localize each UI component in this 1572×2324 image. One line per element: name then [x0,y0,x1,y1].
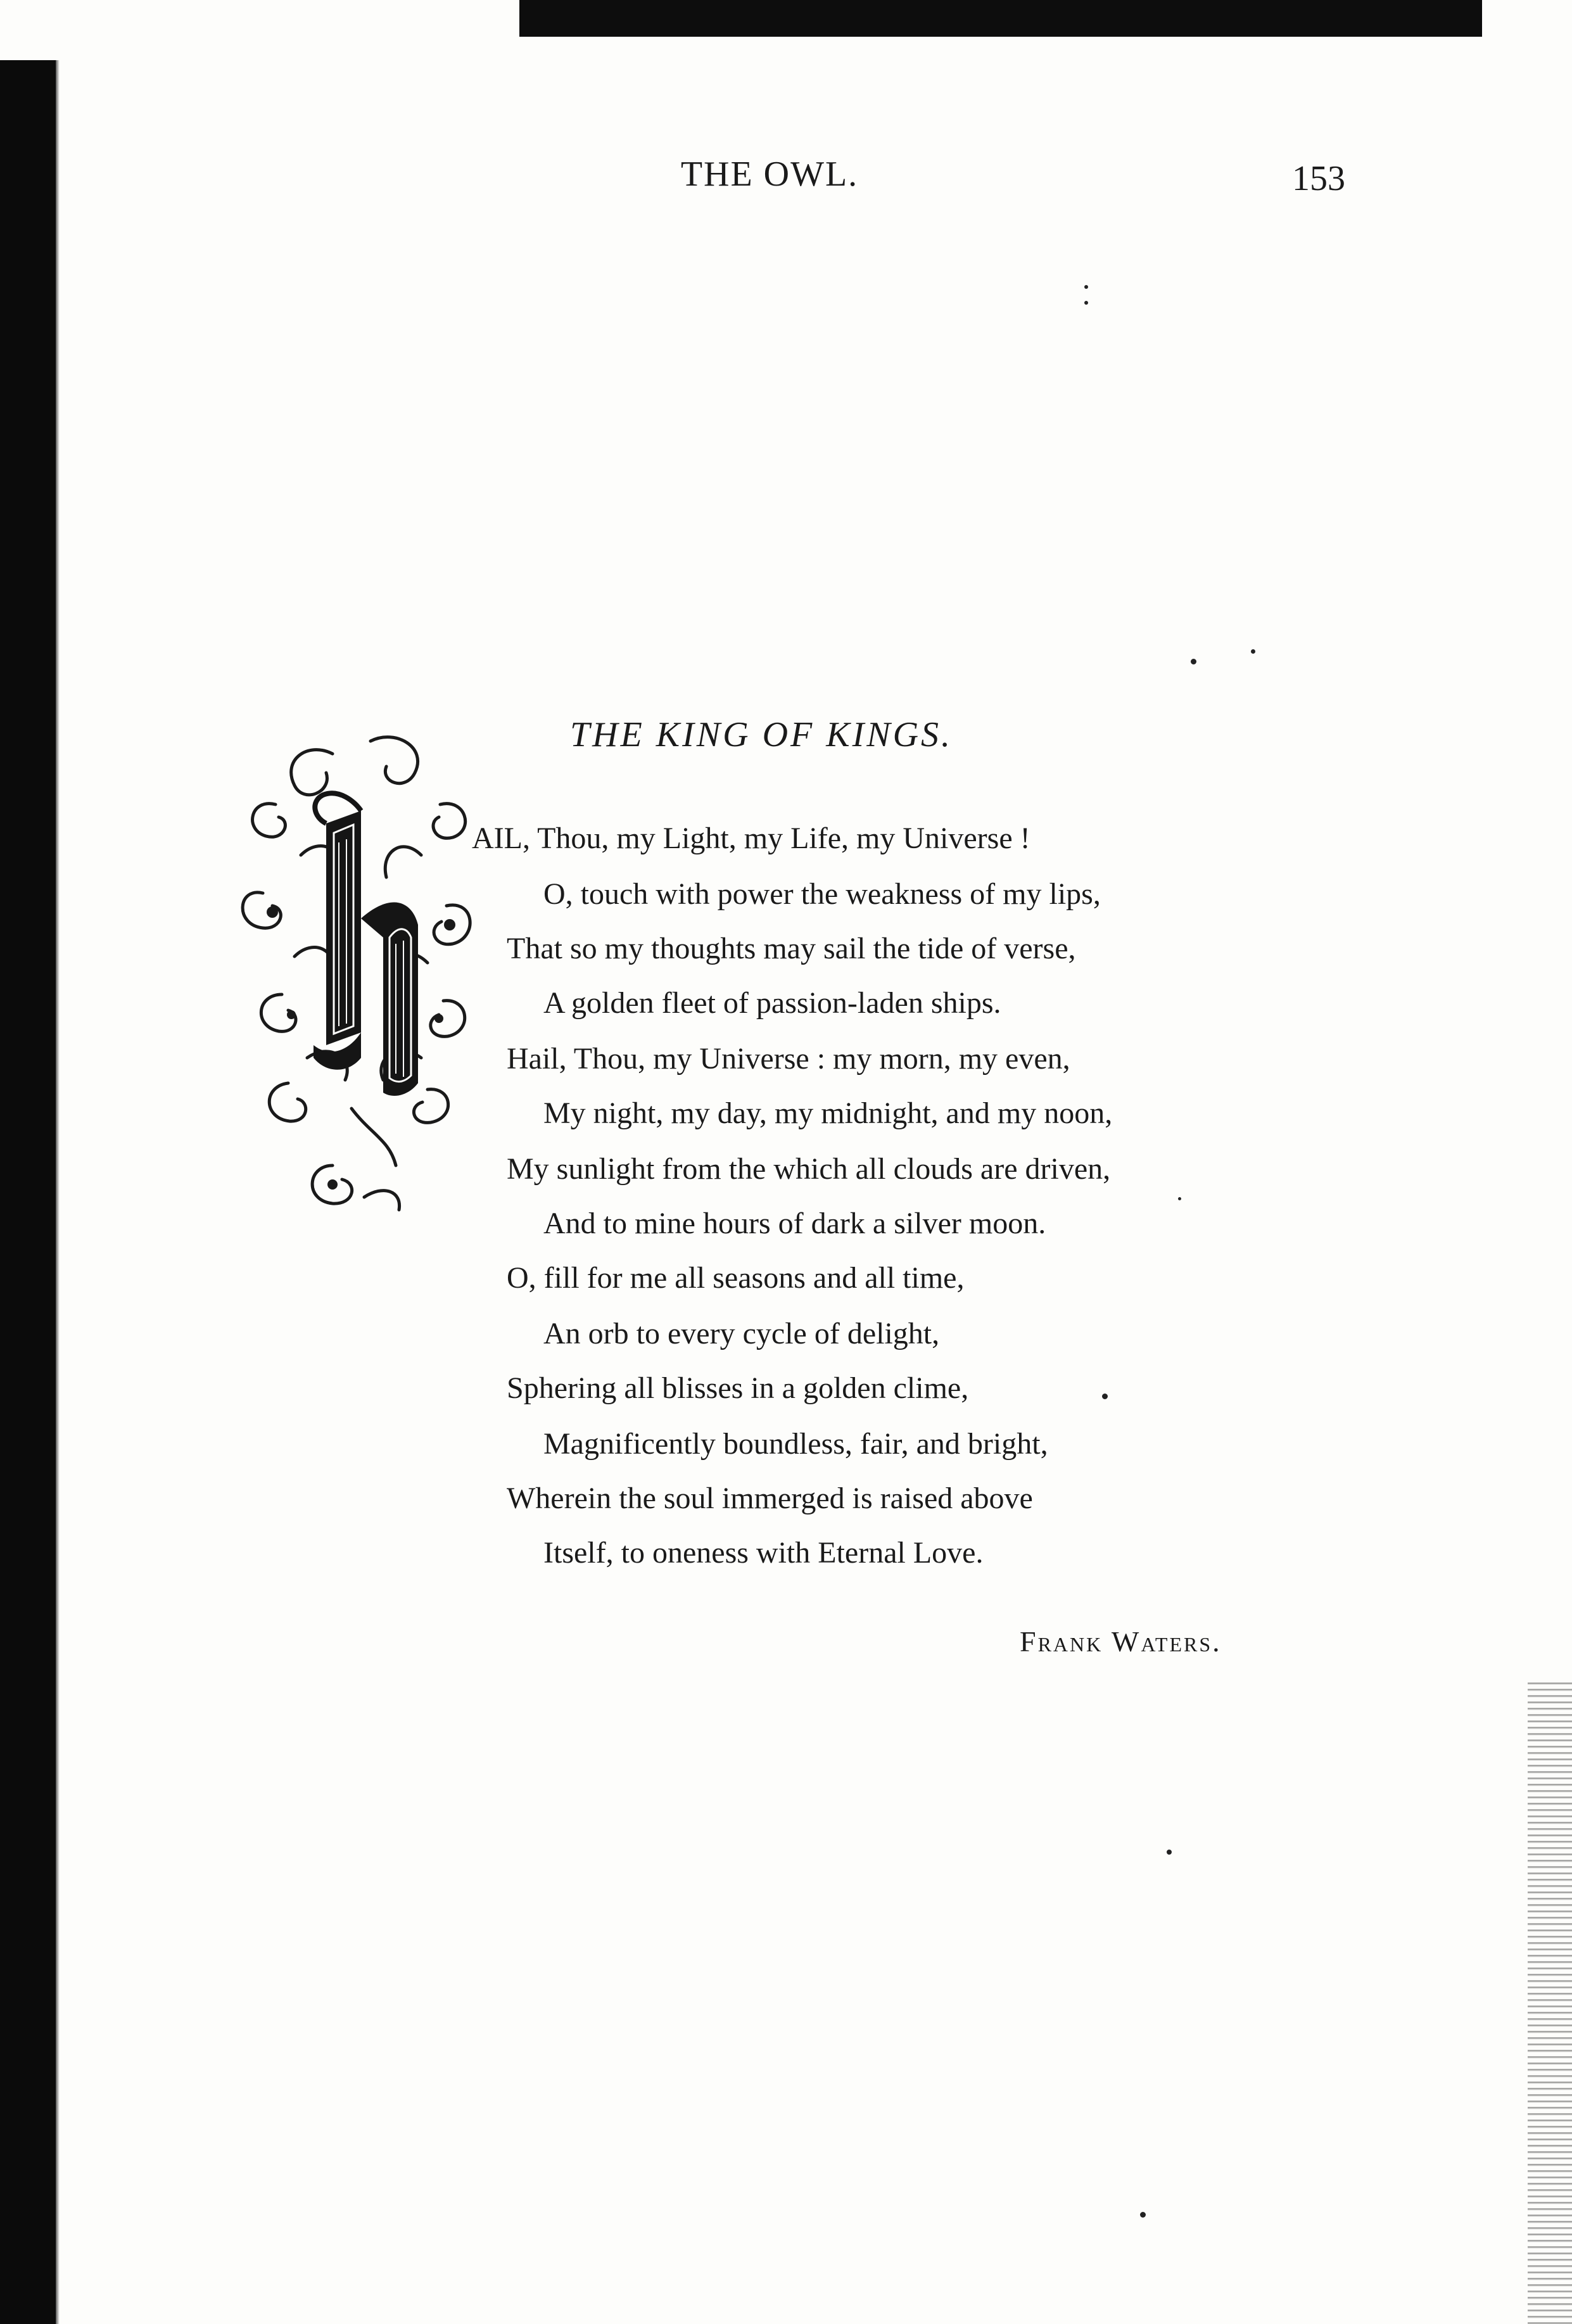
poem-line: Magnificently boundless, fair, and bright, [543,1427,1048,1461]
dust-speck [1084,301,1088,305]
scan-edge-top [519,0,1482,37]
poem-author: Frank Waters. [1020,1625,1222,1658]
poem-title: THE KING OF KINGS. [570,715,953,754]
dust-speck [1251,649,1255,654]
poem-line: A golden fleet of passion-laden ships. [543,986,1001,1020]
scan-edge-left-fade [56,60,60,2324]
poem-line: An orb to every cycle of delight, [543,1317,940,1350]
poem-line: And to mine hours of dark a silver moon. [543,1207,1046,1240]
dust-speck [1140,2212,1146,2218]
poem-line: Sphering all blisses in a golden clime, [507,1371,969,1405]
dust-speck [1084,285,1088,289]
dust-speck [1191,659,1196,664]
poem-line: Itself, to oneness with Eternal Love. [543,1536,984,1570]
dust-speck [1178,1197,1181,1200]
page-number: 153 [1292,159,1345,198]
scan-speckle-right [1528,1679,1572,2324]
poem-line: Wherein the soul immerged is raised above [507,1482,1033,1515]
poem-line: O, fill for me all seasons and all time, [507,1261,965,1295]
running-head: THE OWL. [680,155,859,194]
dust-speck [1167,1850,1172,1855]
poem-line: My night, my day, my midnight, and my noon, [543,1096,1113,1130]
dust-speck [1102,1394,1108,1399]
ornamental-drop-cap-h [238,728,485,1216]
poem-line: Hail, Thou, my Universe : my morn, my even, [507,1042,1070,1076]
poem-line: AIL, Thou, my Light, my Life, my Universe ! [472,822,1030,855]
scan-edge-left [0,60,56,2324]
poem-line: That so my thoughts may sail the tide of verse, [507,932,1076,965]
poem-line: O, touch with power the weakness of my lips, [543,877,1101,911]
poem-line: My sunlight from the which all clouds are driven, [507,1152,1111,1186]
